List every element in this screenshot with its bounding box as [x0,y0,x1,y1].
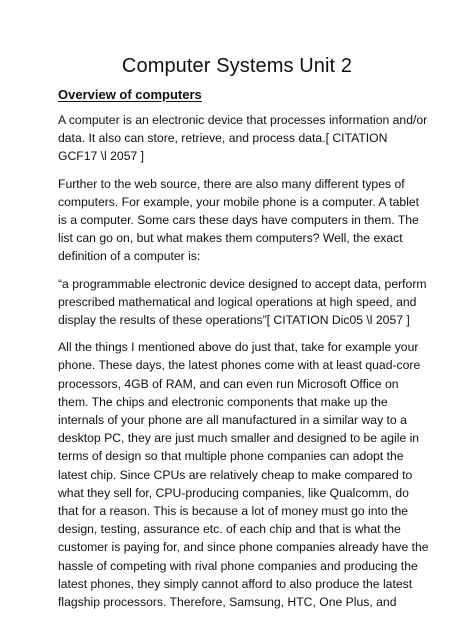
paragraph-definition: A computer is an electronic device that processes information and/or data. It also can store, retrieve, and process data.[ CITATION GCF17 \l 2057 ] [58,113,428,164]
section-heading: Overview of computers [58,87,202,102]
document-body [58,86,430,620]
paragraph-phone-example: All the things I mentioned above do just that, take for example your phone. These days, the latest phones come with at least quad-core processors, 4GB of RAM, and can even run Microsoft Office on them. The chips and electronic components that make up the internals of your phone are all manufactured in a similar way to a desktop PC, they are just much smaller and designed to be agile in terms of design so that multiple phone companies can adopt the latest chip. Since CPUs are relatively cheap to make compared to what they sell for, CPU-producing companies, like Qualcomm, do that for a reason. This is because a lot of money must go into the design, testing, assurance etc. of each chip and that is what the customer is paying for, and since phone companies already have the hassle of competing with rival phone companies and producing the latest phones, they simply cannot afford to also produce the latest flagship processors. Therefore, Samsung, HTC, One Plus, and [58,340,429,610]
page-title: Computer Systems Unit 2 [121,55,353,77]
paragraph-quote: “a programmable electronic device designed to accept data, perform prescribed mathematical and logical operations at high speed, and display the results of these operations”[ CITATION Dic05 \l 2057 ] [58,276,427,328]
paragraph-types-of-computers: Further to the web source, there are also many different types of computers. For example, your mobile phone is a computer. A tablet is a computer. Some cars these days have computers in them. The list can go on, but what makes them computers? Well, the exact definition of a computer is: [58,176,420,264]
